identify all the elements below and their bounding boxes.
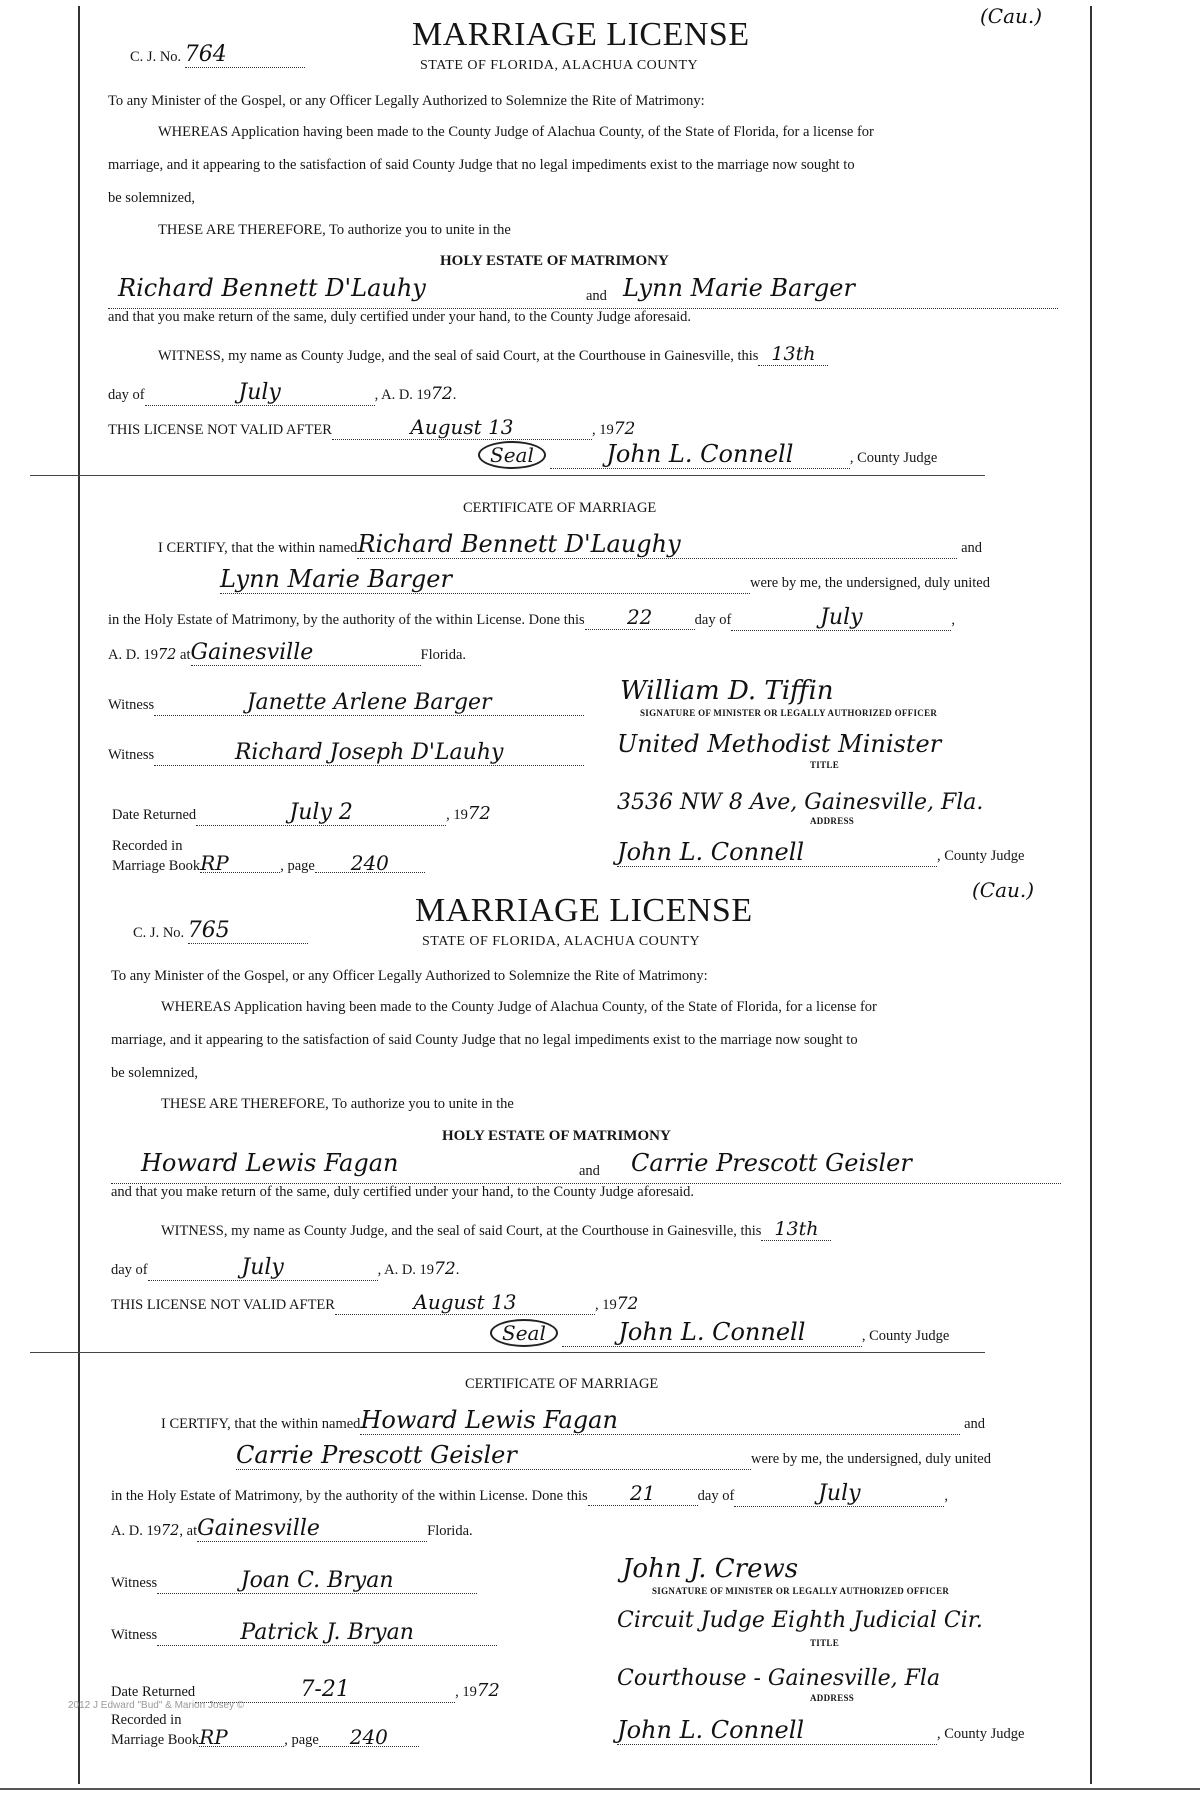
address-caption: ADDRESS <box>810 1693 855 1703</box>
page-bottom-rule <box>0 1788 1200 1790</box>
page-number: 240 <box>319 1729 419 1747</box>
page-number: 240 <box>315 855 425 873</box>
officer-signature: William D. Tiffin <box>620 676 834 706</box>
license-subtitle: STATE OF FLORIDA, ALACHUA COUNTY <box>422 934 701 949</box>
court-seal: Seal <box>490 1319 558 1347</box>
address-line: To any Minister of the Gospel, or any Officer Legally Authorized to Solemnize the Rite of Matrimony: <box>111 968 708 984</box>
witness-2: Patrick J. Bryan <box>157 1620 497 1646</box>
officer-caption: SIGNATURE OF MINISTER OR LEGALLY AUTHORIZED OFFICER <box>652 1586 950 1596</box>
date-returned-line: Date Returned 7-21 , 1972 <box>111 1677 500 1702</box>
place-line: A. D. 1972, atGainesville Florida. <box>111 1516 473 1541</box>
certificate-title: CERTIFICATE OF MARRIAGE <box>465 1376 659 1392</box>
whereas-line-3: be solemnized, <box>108 190 195 206</box>
certify-line: I CERTIFY, that the within namedHoward Lewis Fagan and <box>161 1406 985 1434</box>
holy-estate-heading: HOLY ESTATE OF MATRIMONY <box>442 1128 671 1144</box>
month: July <box>145 380 375 406</box>
year: 72 <box>431 384 453 404</box>
certify-line: I CERTIFY, that the within namedRichard Bennett D'Laughy and <box>158 530 982 558</box>
month: July <box>148 1255 378 1281</box>
place: Gainesville <box>191 640 421 666</box>
cert-groom: Richard Bennett D'Laughy <box>357 530 957 559</box>
clerk-signature: John L. Connell <box>617 838 937 867</box>
judge-signature: John L. Connell <box>562 1318 862 1347</box>
done-line: in the Holy Estate of Matrimony, by the authority of the within License. Done this 21 day of July , <box>111 1481 948 1506</box>
address-line: To any Minister of the Gospel, or any Officer Legally Authorized to Solemnize the Rite of Matrimony: <box>108 93 705 109</box>
done-day: 22 <box>585 605 695 630</box>
date-returned: July 2 <box>196 800 446 826</box>
witness-row-1: Witness Janette Arlene Barger <box>108 690 584 716</box>
clerk-signature: John L. Connell <box>617 1716 937 1745</box>
license-title: MARRIAGE LICENSE <box>412 16 750 53</box>
whereas-line-1: WHEREAS Application having been made to the County Judge of Alachua County, of the State of Florida, for a license for <box>158 124 874 140</box>
whereas-line-2: marriage, and it appearing to the satisfaction of said County Judge that no legal impediments exist to the marriage now sought to <box>111 1032 858 1048</box>
watermark: 2012 J Edward "Bud" & Marion Josey © <box>68 1700 245 1711</box>
date-returned: 7-21 <box>195 1677 455 1703</box>
cj-number-value: 765 <box>188 918 308 944</box>
cj-number-value: 764 <box>185 42 305 68</box>
witness-2: Richard Joseph D'Lauhy <box>154 740 584 766</box>
witness-line: WITNESS, my name as County Judge, and the seal of said Court, at the Courthouse in Gainesville, this 13th <box>161 1218 831 1241</box>
done-line: in the Holy Estate of Matrimony, by the authority of the within License. Done this 22 day of July , <box>108 605 955 630</box>
certificate-title: CERTIFICATE OF MARRIAGE <box>463 500 657 516</box>
officer-title: Circuit Judge Eighth Judicial Cir. <box>617 1608 983 1633</box>
clerk-signature-line: John L. Connell , County Judge <box>617 1716 1025 1744</box>
officer-caption: SIGNATURE OF MINISTER OR LEGALLY AUTHORIZED OFFICER <box>640 708 938 718</box>
marriage-book: RP <box>200 855 280 873</box>
judge-signature-line: Seal John L. Connell , County Judge <box>478 440 937 469</box>
clerk-signature-line: John L. Connell , County Judge <box>617 838 1025 866</box>
year: 72 <box>434 1259 456 1279</box>
officer-address: 3536 NW 8 Ave, Gainesville, Fla. <box>617 790 984 815</box>
address-caption: ADDRESS <box>810 816 855 826</box>
section-divider <box>30 475 985 476</box>
corner-note: (Cau.) <box>980 4 1043 28</box>
holy-estate-heading: HOLY ESTATE OF MATRIMONY <box>440 253 669 269</box>
groom-name: Richard Bennett D'Lauhy <box>118 274 426 302</box>
place-line: A. D. 1972 atGainesville Florida. <box>108 640 467 665</box>
couple-line: Richard Bennett D'Lauhy and Lynn Marie Barger <box>108 278 1058 309</box>
return-line: and that you make return of the same, duly certified under your hand, to the County Judge aforesaid. <box>111 1184 695 1200</box>
recorded-in: Recorded in Marriage BookRP , page 240 <box>111 1712 419 1749</box>
done-month: July <box>731 605 951 631</box>
groom-name: Howard Lewis Fagan <box>141 1149 399 1177</box>
cert-groom: Howard Lewis Fagan <box>360 1406 960 1435</box>
not-valid-date: August 13 <box>335 1290 595 1315</box>
cert-bride: Carrie Prescott Geisler <box>236 1441 751 1470</box>
done-day: 21 <box>588 1481 698 1506</box>
court-seal: Seal <box>478 441 546 469</box>
day-of-line: day of July , A. D. 1972. <box>108 380 457 405</box>
section-divider <box>30 1352 985 1353</box>
witness-row-2: Witness Patrick J. Bryan <box>111 1620 497 1646</box>
witness-line: WITNESS, my name as County Judge, and the seal of said Court, at the Courthouse in Gainesville, this 13th <box>158 343 828 366</box>
return-line: and that you make return of the same, duly certified under your hand, to the County Judge aforesaid. <box>108 309 692 325</box>
cert-bride-line: Lynn Marie Barger were by me, the undersigned, duly united <box>220 565 990 593</box>
witness-row-2: Witness Richard Joseph D'Lauhy <box>108 740 584 766</box>
witness-day: 13th <box>758 343 828 366</box>
bride-name: Carrie Prescott Geisler <box>631 1149 912 1177</box>
cj-number: C. J. No. 764 <box>130 42 305 68</box>
therefore-line: THESE ARE THEREFORE, To authorize you to unite in the <box>158 222 511 238</box>
witness-1: Janette Arlene Barger <box>154 690 584 716</box>
officer-signature: John J. Crews <box>622 1554 799 1584</box>
date-returned-line: Date Returned July 2 , 1972 <box>112 800 491 825</box>
judge-signature: John L. Connell <box>550 440 850 469</box>
couple-line: Howard Lewis Fagan and Carrie Prescott Geisler <box>111 1153 1061 1184</box>
therefore-line: THESE ARE THEREFORE, To authorize you to unite in the <box>161 1096 514 1112</box>
place: Gainesville <box>197 1516 427 1542</box>
day-of-line: day of July , A. D. 1972. <box>111 1255 460 1280</box>
officer-title: United Methodist Minister <box>617 730 942 758</box>
license-subtitle: STATE OF FLORIDA, ALACHUA COUNTY <box>420 58 699 73</box>
title-caption: TITLE <box>810 1638 840 1648</box>
bride-name: Lynn Marie Barger <box>623 274 855 302</box>
cert-bride-line: Carrie Prescott Geisler were by me, the undersigned, duly united <box>236 1441 991 1469</box>
not-valid-line: THIS LICENSE NOT VALID AFTER August 13 , 1972 <box>108 415 636 439</box>
witness-1: Joan C. Bryan <box>157 1568 477 1594</box>
witness-day: 13th <box>761 1218 831 1241</box>
whereas-line-2: marriage, and it appearing to the satisfaction of said County Judge that no legal impediments exist to the marriage now sought to <box>108 157 855 173</box>
cert-bride: Lynn Marie Barger <box>220 565 750 594</box>
whereas-line-1: WHEREAS Application having been made to the County Judge of Alachua County, of the State of Florida, for a license for <box>161 999 877 1015</box>
whereas-line-3: be solemnized, <box>111 1065 198 1081</box>
judge-signature-line: Seal John L. Connell , County Judge <box>490 1318 949 1347</box>
corner-note: (Cau.) <box>972 878 1035 902</box>
title-caption: TITLE <box>810 760 840 770</box>
not-valid-date: August 13 <box>332 415 592 440</box>
license-title: MARRIAGE LICENSE <box>415 892 753 929</box>
marriage-book: RP <box>199 1729 284 1747</box>
officer-address: Courthouse - Gainesville, Fla <box>617 1666 941 1691</box>
witness-row-1: Witness Joan C. Bryan <box>111 1568 477 1594</box>
cj-number: C. J. No. 765 <box>133 918 308 944</box>
recorded-in: Recorded in Marriage BookRP , page 240 <box>112 838 425 875</box>
done-month: July <box>734 1481 944 1507</box>
not-valid-line: THIS LICENSE NOT VALID AFTER August 13 , 1972 <box>111 1290 639 1314</box>
